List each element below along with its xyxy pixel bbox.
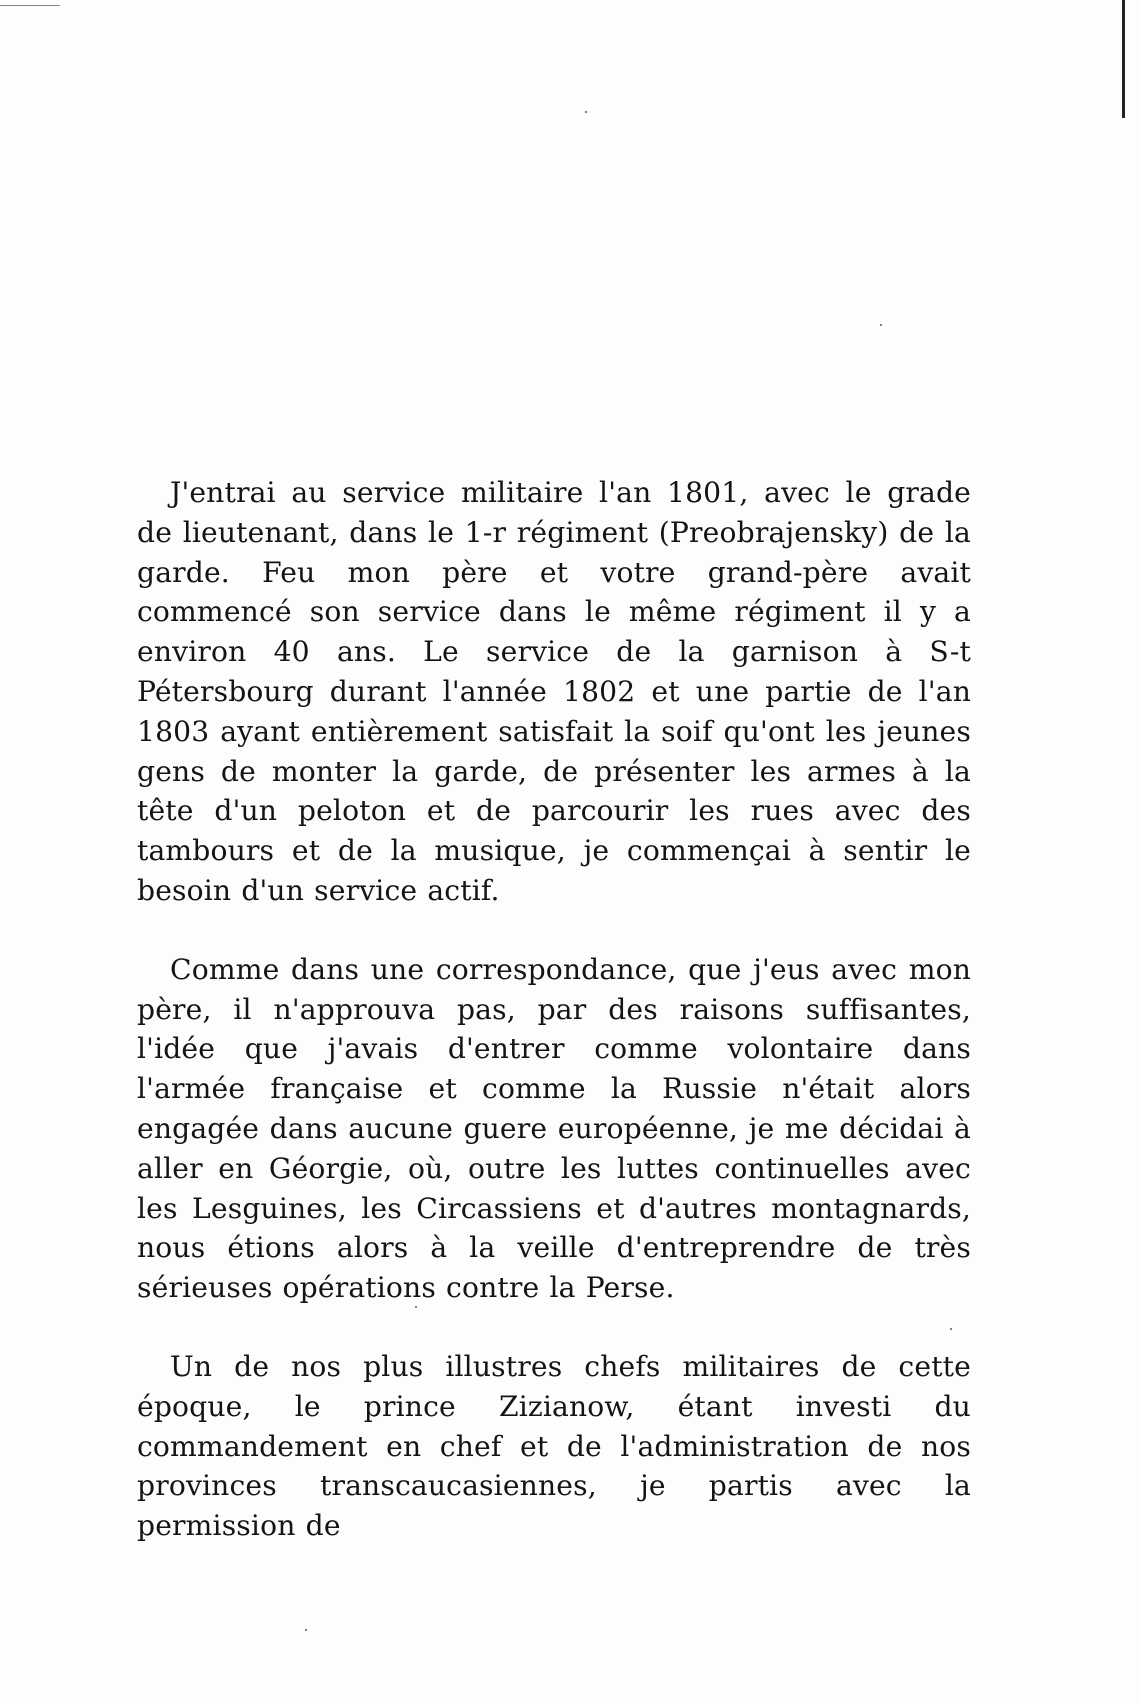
paragraph-1: J'entrai au service militaire l'an 1801, avec le grade de lieutenant, dans le 1-r régiment (Preobrajensky) de la garde. Feu mon père et votre grand-père avait commencé son service dans le même régiment il y a environ 40 ans. Le service de la garnison à S-t Pétersbourg durant l'année 1802 et une partie de l'an 1803 ayant entièrement satisfait la soif qu'ont les jeunes gens de monter la garde, de présenter les armes à la tête d'un peloton et de parcourir les rues avec des tambours et de la musique, je commençai à sentir le besoin d'un service actif. bbox=[137, 476, 971, 907]
scan-speck bbox=[880, 324, 882, 326]
scan-edge-shadow bbox=[1122, 0, 1125, 118]
scan-speck bbox=[305, 1629, 307, 1631]
paragraph-3: Un de nos plus illustres chefs militaires de cette époque, le prince Zizianow, étant investi du commandement en chef et de l'administration de nos provinces transcaucasiennes, je partis avec la permission de bbox=[137, 1349, 971, 1543]
scan-edge-rule bbox=[0, 5, 60, 6]
scan-speck bbox=[585, 111, 587, 113]
paragraph-2: Comme dans une correspondance, que j'eus avec mon père, il n'approuva pas, par des raisons suffisantes, l'idée que j'avais d'entrer comme volontaire dans l'armée française et comme la Russie n'était alors engagée dans aucune guere européenne, je me décidai à aller en Géorgie, où, outre les luttes continuelles avec les Lesguines, les Circassiens et d'autres montagnards, nous étions alors à la veille d'entreprendre de très sérieuses opérations contre la Perse. bbox=[137, 952, 971, 1305]
body-text bbox=[137, 473, 971, 1546]
